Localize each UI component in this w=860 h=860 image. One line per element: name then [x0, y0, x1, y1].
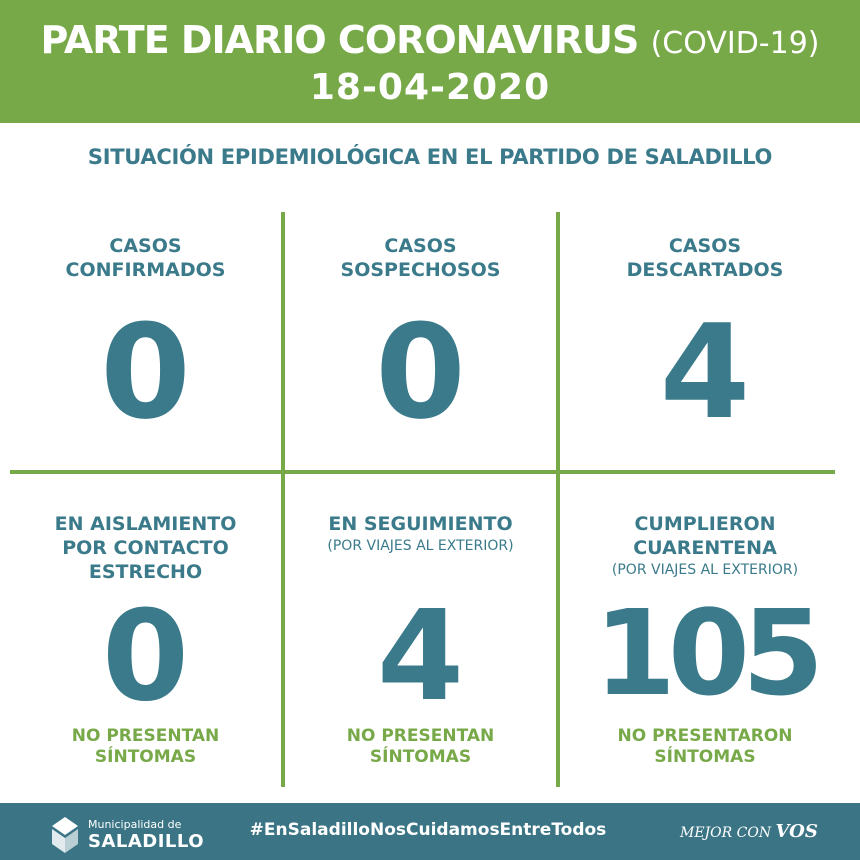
- stat-casos-descartados: [560, 212, 850, 470]
- stat-value: 0: [102, 584, 189, 729]
- slogan-main: MEJOR CON: [680, 825, 772, 841]
- stat-footnote-line: SÍNTOMAS: [94, 747, 197, 767]
- stat-note: (POR VIAJES AL EXTERIOR): [327, 538, 514, 554]
- stat-label-line: CUMPLIERON: [634, 513, 776, 535]
- stat-label-line: DESCARTADOS: [626, 259, 784, 281]
- stat-label: [10, 234, 281, 282]
- footer-bar: [0, 803, 860, 860]
- stat-label-line: POR CONTACTO: [62, 537, 229, 559]
- stat-label-line: SOSPECHOSOS: [340, 259, 501, 281]
- stat-label-line: EN AISLAMIENTO: [54, 513, 237, 535]
- stat-label: [285, 512, 556, 556]
- stat-aislamiento-contacto: [10, 474, 281, 787]
- stat-value: 4: [659, 296, 751, 448]
- stat-label-line: CONFIRMADOS: [65, 259, 226, 281]
- stat-footnote: [560, 726, 850, 768]
- logo-big-text: SALADILLO: [88, 831, 205, 852]
- stat-cumplieron-cuarentena: [560, 474, 850, 787]
- stat-value: 0: [100, 296, 191, 448]
- stat-label-line: ESTRECHO: [88, 561, 203, 583]
- municipality-logo: [48, 817, 208, 853]
- header-banner: [0, 0, 860, 123]
- stat-footnote-line: NO PRESENTARON: [617, 726, 793, 746]
- stat-value: 105: [593, 584, 817, 722]
- stat-footnote-line: NO PRESENTAN: [346, 726, 495, 746]
- stat-label-line: CASOS: [668, 235, 742, 257]
- stat-label: [10, 512, 281, 584]
- header-title-main: PARTE DIARIO CORONAVIRUS: [40, 18, 639, 62]
- stat-label-line: CASOS: [384, 235, 457, 257]
- header-title-sub: (COVID-19): [650, 26, 820, 61]
- stat-en-seguimiento: [285, 474, 556, 787]
- slogan-vos: VOS: [775, 821, 818, 842]
- stat-footnote: [10, 726, 281, 768]
- stat-casos-sospechosos: [285, 212, 556, 470]
- stat-value: 0: [375, 296, 466, 448]
- slogan: [680, 821, 830, 842]
- section-subtitle: SITUACIÓN EPIDEMIOLÓGICA EN EL PARTIDO DE SALADILLO: [87, 145, 773, 169]
- stat-label: [560, 512, 850, 580]
- stat-label: [560, 234, 850, 282]
- campaign-hashtag: #EnSaladilloNosCuidamosEntreTodos: [249, 820, 607, 840]
- stat-value: 4: [377, 584, 464, 729]
- stat-label-line: CUARENTENA: [633, 537, 777, 559]
- stat-label-line: EN SEGUIMIENTO: [328, 513, 513, 535]
- stat-label: [285, 234, 556, 282]
- stat-footnote-line: NO PRESENTAN: [71, 726, 220, 746]
- stat-footnote-line: SÍNTOMAS: [369, 747, 472, 767]
- logo-small-text: Municipalidad de: [88, 818, 182, 831]
- stat-casos-confirmados: [10, 212, 281, 470]
- stat-label-line: CASOS: [109, 235, 182, 257]
- header-title: [0, 18, 860, 62]
- stat-note: (POR VIAJES AL EXTERIOR): [611, 562, 799, 578]
- header-date: 18-04-2020: [309, 67, 551, 108]
- stat-footnote-line: SÍNTOMAS: [654, 747, 756, 767]
- stat-footnote: [285, 726, 556, 768]
- saladillo-logo-icon: [48, 817, 82, 853]
